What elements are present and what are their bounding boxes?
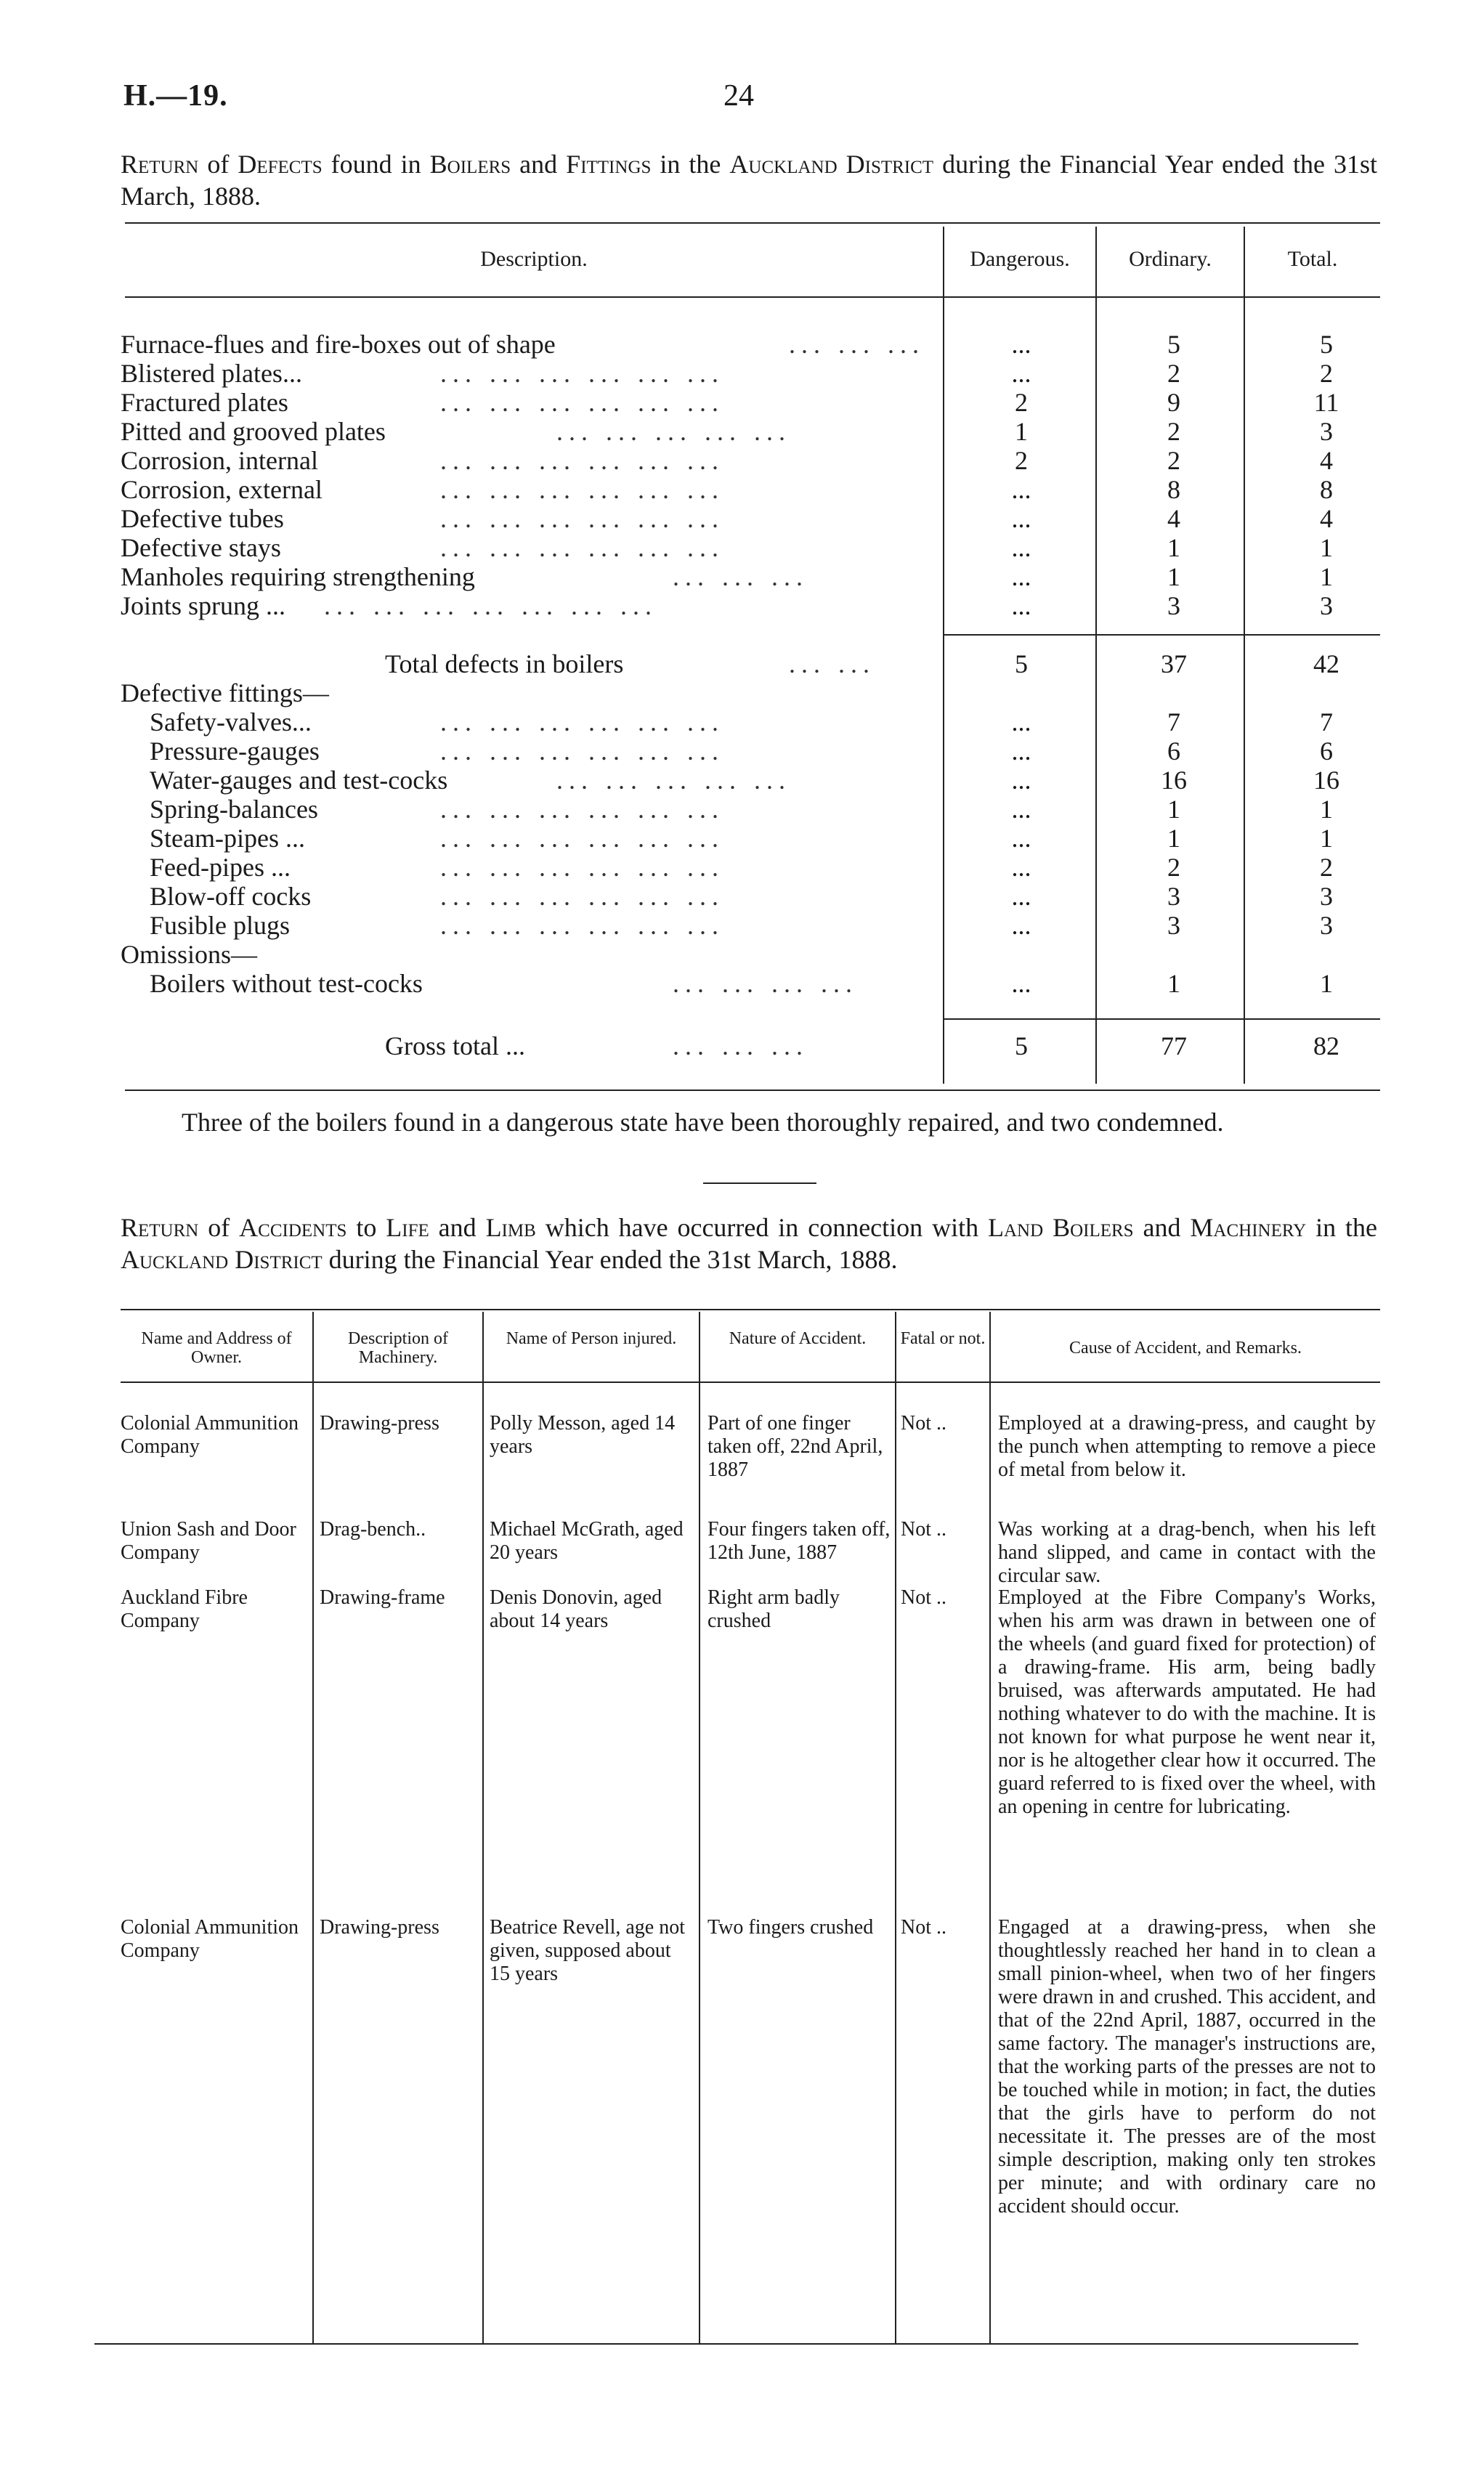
table-row: Pitted and grooved plates ... ... ... ... ... 1 2 3 <box>121 417 1333 446</box>
table-row: Spring-balances ... ... ... ... ... ... ... 1 1 <box>150 795 1333 824</box>
col-total: Total. <box>1287 247 1338 271</box>
defects-note: Three of the boilers found in a dangerous state have been thoroughly repaired, and two condemned. <box>182 1108 1224 1137</box>
table-row: Blistered plates... ... ... ... ... ... ... ... 2 2 <box>121 359 1333 388</box>
table-row: Pressure-gauges ... ... ... ... ... ... ... 6 6 <box>150 737 1333 766</box>
col-cause: Cause of Accident, and Remarks. <box>1069 1339 1302 1358</box>
col-dangerous: Dangerous. <box>970 247 1070 271</box>
col-machinery: Description of Machinery. <box>348 1329 448 1367</box>
document-reference: H.—19. <box>123 79 228 113</box>
accidents-title: Return of Accidents to Life and Limb which have occurred in connection with Land Boilers and Machinery in the Auckland District during the Financial Year ended the 31st March, 1888. <box>121 1213 1378 1274</box>
table-row: Joints sprung ... ... ... ... ... ... ... ... ... 3 3 <box>121 591 1333 620</box>
table-row: Manholes requiring strengthening ... ... ... ... 1 1 <box>121 562 1333 591</box>
table-row: Steam-pipes ... ... ... ... ... ... ... ... 1 1 <box>150 824 1333 853</box>
table-row: Feed-pipes ... ... ... ... ... ... ... ... 2 2 <box>150 853 1333 882</box>
table-row: Blow-off cocks ... ... ... ... ... ... ... 3 3 <box>150 882 1333 911</box>
table-row: Fusible plugs ... ... ... ... ... ... ... 3 3 <box>150 911 1333 940</box>
table-row: Defective stays ... ... ... ... ... ... ... 1 1 <box>121 533 1333 562</box>
table-row: Corrosion, external ... ... ... ... ... ... ... 8 8 <box>121 475 1333 504</box>
page-number: 24 <box>723 79 754 113</box>
col-description: Description. <box>480 247 588 271</box>
table-row: Furnace-flues and fire-boxes out of shape ... ... ... ... 5 5 <box>121 330 1333 359</box>
col-person: Name of Person injured. <box>506 1329 677 1348</box>
col-nature: Nature of Accident. <box>729 1329 867 1348</box>
col-fatal: Fatal or not. <box>900 1329 986 1348</box>
table-row: Water-gauges and test-cocks ... ... ... ... ... ... 16 16 <box>150 766 1339 795</box>
table-row: Boilers without test-cocks ... ... ... ... ... 1 1 <box>150 969 1333 998</box>
fittings-heading: Defective fittings— <box>121 678 329 707</box>
col-owner: Name and Address of Owner. <box>141 1329 292 1367</box>
defects-title: Return of Defects found in Boilers and Fittings in the Auckland District during the Financial Year ended the 31st March, 1888. <box>121 150 1377 211</box>
table-row: Defective tubes ... ... ... ... ... ... ... 4 4 <box>121 504 1333 533</box>
subtotal-row: Total defects in boilers ... ... 5 37 42 <box>385 649 1339 678</box>
omissions-heading: Omissions— <box>121 940 258 969</box>
col-ordinary: Ordinary. <box>1129 247 1212 271</box>
table-row: Corrosion, internal ... ... ... ... ... ... 2 2 4 <box>121 446 1333 475</box>
gross-total-row: Gross total ... ... ... ... 5 77 82 <box>385 1031 1339 1060</box>
table-row: Safety-valves... ... ... ... ... ... ... ... 7 7 <box>150 707 1333 737</box>
table-row: Fractured plates ... ... ... ... ... ... 2 9 11 <box>121 388 1339 417</box>
